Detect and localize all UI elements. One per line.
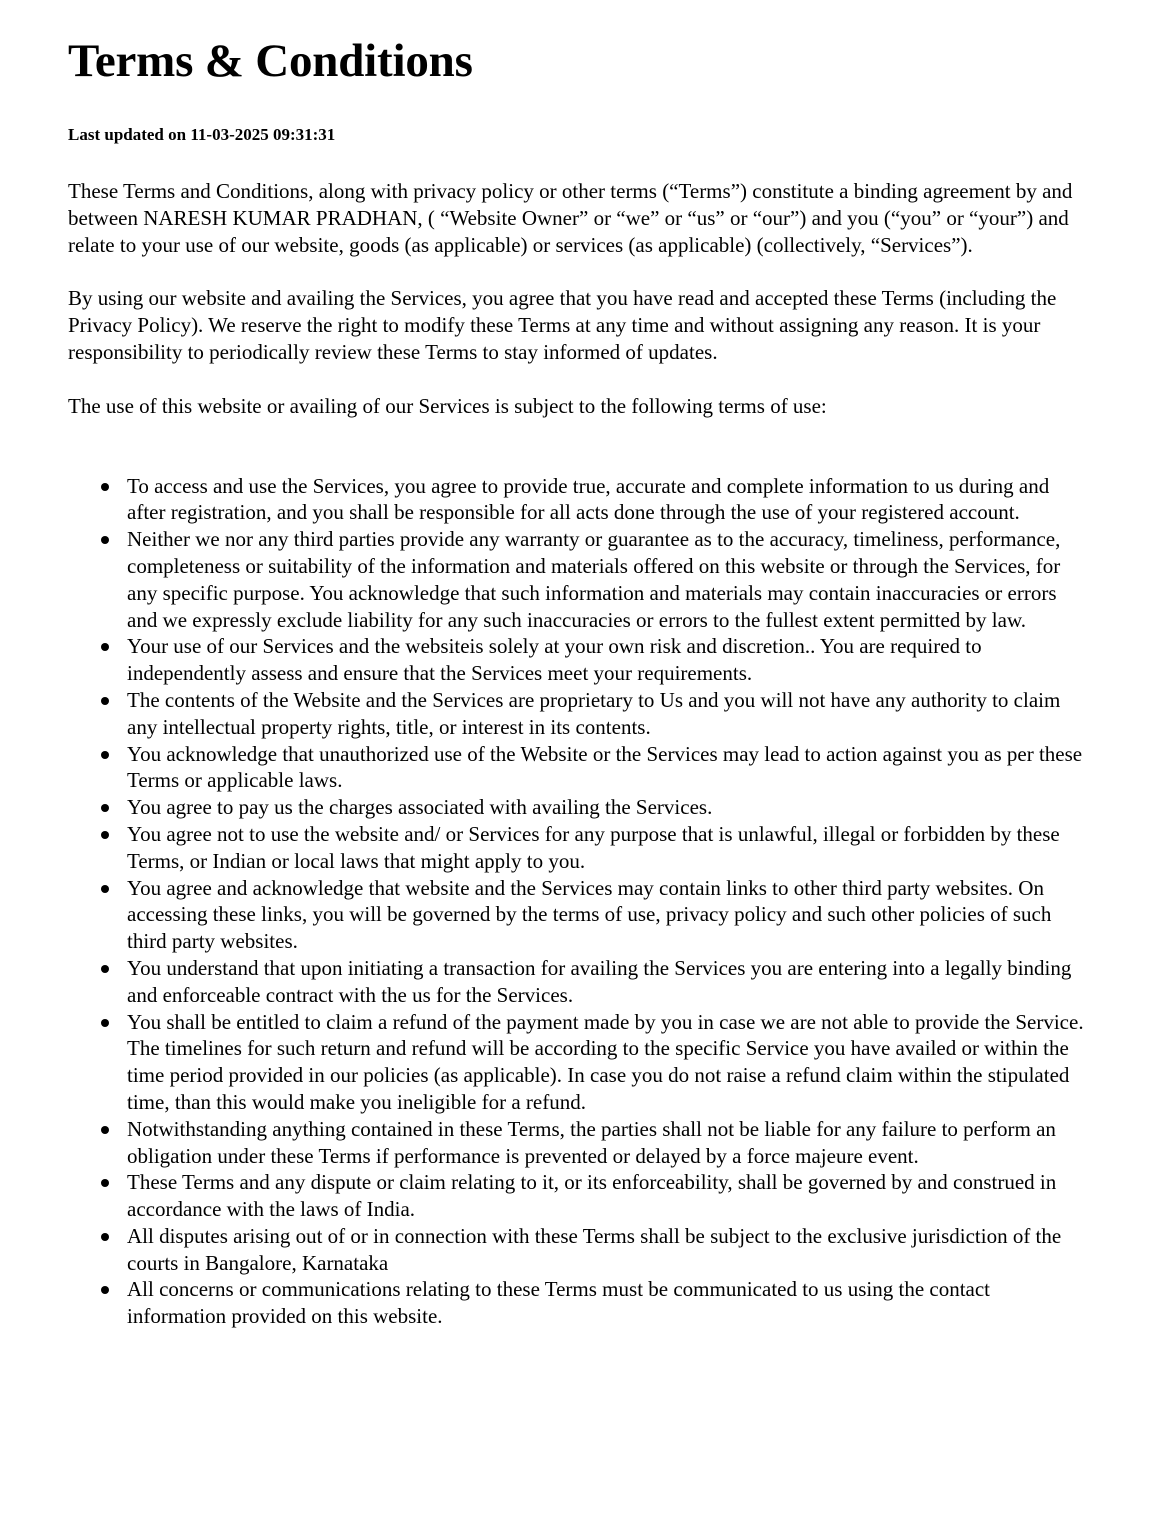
list-item: [127, 821, 1086, 875]
list-item: [127, 1223, 1086, 1277]
list-item-text: Notwithstanding anything contained in these Terms, the parties shall not be liable for any failure to perform an obligation under these Terms if performance is prevented or delayed by a force majeure event.: [127, 1116, 1056, 1168]
list-item-text: Your use of our Services and the websiteis solely at your own risk and discretion.. You are required to independently assess and ensure that the Services meet your requirements.: [127, 634, 982, 686]
list-item: [127, 1276, 1086, 1330]
list-item: [127, 633, 1086, 687]
intro-paragraph-acceptance: By using our website and availing the Services, you agree that you have read and accepted these Terms (including the Privacy Policy). We reserve the right to modify these Terms at any time and without assigning any reason. It is your responsibility to periodically review these Terms to stay informed of updates.: [68, 286, 1057, 364]
list-item: [127, 687, 1086, 741]
list-item: [127, 955, 1086, 1009]
intro-paragraph-agreement: These Terms and Conditions, along with privacy policy or other terms (“Terms”) constitute a binding agreement by and between NARESH KUMAR PRADHAN, ( “Website Owner” or “we” or “us” or “our”) and you (“you” or “your”) and relate to your use of our website, goods (as applicable) or services (as applicable) (collectively, “Services”).: [68, 179, 1073, 257]
list-item-text: You acknowledge that unauthorized use of the Website or the Services may lead to action against you as per these Terms or applicable laws.: [127, 741, 1083, 793]
list-item-text: You agree not to use the website and/ or Services for any purpose that is unlawful, illegal or forbidden by these Terms, or Indian or local laws that might apply to you.: [127, 821, 1060, 873]
list-item: [127, 741, 1086, 795]
bullet-icon: [101, 1019, 109, 1027]
list-item-text: The contents of the Website and the Services are proprietary to Us and you will not have any authority to claim any intellectual property rights, title, or interest in its contents.: [127, 687, 1061, 739]
bullet-icon: [101, 483, 109, 491]
list-item-text: All disputes arising out of or in connection with these Terms shall be subject to the exclusive jurisdiction of the courts in Bangalore, Karnataka: [127, 1223, 1062, 1275]
last-updated-date: Last updated on 11-03-2025 09:31:31: [68, 125, 336, 144]
list-item: [127, 1009, 1086, 1116]
bullet-icon: [101, 804, 109, 812]
list-item-text: You agree to pay us the charges associated with availing the Services.: [127, 795, 713, 820]
bullet-icon: [101, 643, 109, 651]
list-item-text: You agree and acknowledge that website and the Services may contain links to other third party websites. On accessing these links, you will be governed by the terms of use, privacy policy and such other policies of such third party websites.: [127, 875, 1052, 954]
bullet-icon: [101, 697, 109, 705]
list-item: [127, 526, 1086, 633]
bullet-icon: [101, 965, 109, 973]
list-item-text: You shall be entitled to claim a refund of the payment made by you in case we are not able to provide the Service. The timelines for such return and refund will be according to the specific Service you have availed or within the time period provided in our policies (as applicable). In case you do not raise a refund claim within the stipulated time, than this would make you ineligible for a refund.: [127, 1009, 1084, 1114]
list-item: [127, 875, 1086, 955]
bullet-icon: [101, 1126, 109, 1134]
bullet-icon: [101, 1179, 109, 1187]
intro-paragraph-terms-of-use: The use of this website or availing of our Services is subject to the following terms of use:: [68, 393, 827, 418]
list-item: [127, 1116, 1086, 1170]
page-title: Terms & Conditions: [68, 35, 473, 87]
terms-list: [68, 473, 1086, 1331]
bullet-icon: [101, 1286, 109, 1294]
bullet-icon: [101, 1233, 109, 1241]
list-item: [127, 473, 1086, 527]
list-item-text: These Terms and any dispute or claim relating to it, or its enforceability, shall be governed by and construed in accordance with the laws of India.: [127, 1170, 1057, 1222]
list-item-text: You understand that upon initiating a transaction for availing the Services you are entering into a legally binding and enforceable contract with the us for the Services.: [127, 955, 1072, 1007]
bullet-icon: [101, 885, 109, 893]
bullet-icon: [101, 751, 109, 759]
list-item: [127, 794, 1086, 821]
list-item-text: All concerns or communications relating to these Terms must be communicated to us using the contact information provided on this website.: [127, 1277, 991, 1329]
bullet-icon: [101, 831, 109, 839]
list-item-text: Neither we nor any third parties provide any warranty or guarantee as to the accuracy, timeliness, performance, completeness or suitability of the information and materials offered on this website or through the Services, for any specific purpose. You acknowledge that such information and materials may contain inaccuracies or errors and we expressly exclude liability for any such inaccuracies or errors to the fullest extent permitted by law.: [127, 527, 1061, 632]
list-item-text: To access and use the Services, you agree to provide true, accurate and complete information to us during and after registration, and you shall be responsible for all acts done through the use of your registered account.: [127, 473, 1050, 525]
bullet-icon: [101, 536, 109, 544]
list-item: [127, 1169, 1086, 1223]
